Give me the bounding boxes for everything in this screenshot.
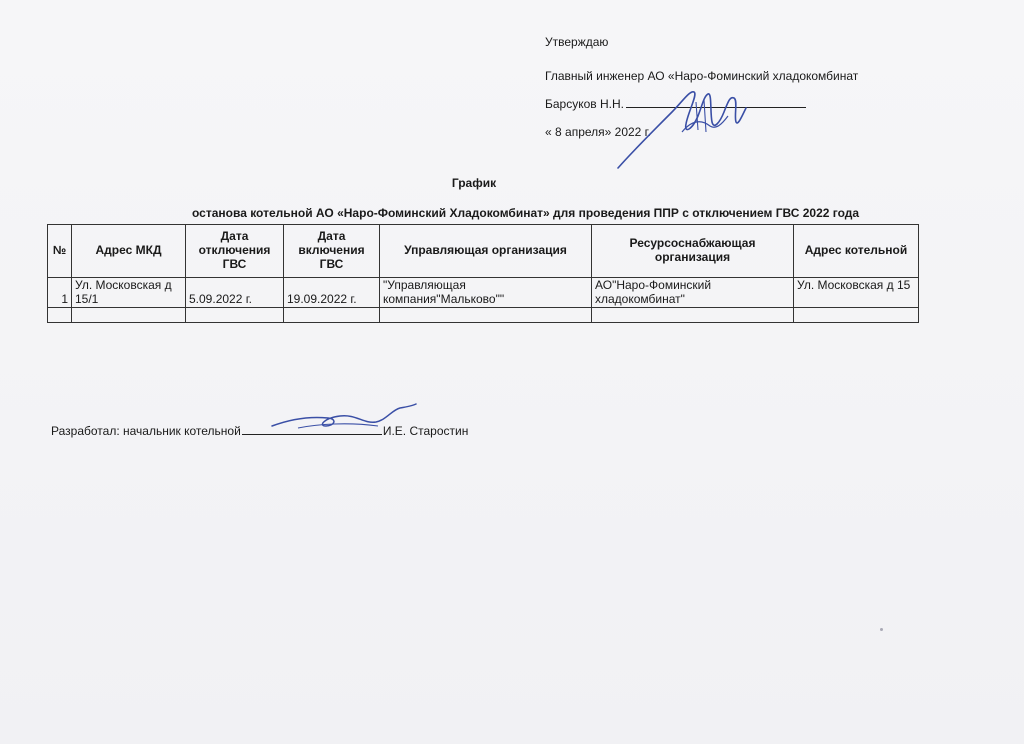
header-address: Адрес МКД [72,225,186,278]
document-subtitle: останова котельной АО «Наро-Фоминский Хладокомбинат» для проведения ППР с отключением ГВС 2022 года [192,206,860,220]
paper-speck [880,628,883,631]
developer-signature [268,402,418,442]
schedule-table [47,224,919,323]
approval-date: « 8 апреля» 2022 г. [545,125,651,139]
row-address: Ул. Московская д 15/1 [72,278,186,308]
header-off-date: Дата отключения ГВС [186,225,284,278]
approve-word: Утверждаю [545,35,609,49]
header-supplier: Ресурсоснабжающая организация [592,225,794,278]
header-boiler-address: Адрес котельной [794,225,919,278]
table-header-row [48,225,919,278]
developer-position: Разработал: начальник котельной [51,424,241,438]
developer-name: И.Е. Старостин [382,424,469,438]
approver-position: Главный инженер АО «Наро-Фоминский хладокомбинат [545,69,859,83]
row-management: "Управляющая компания"Мальково"" [380,278,592,308]
row-boiler-address: Ул. Московская д 15 [794,278,919,308]
row-supplier: АО"Наро-Фоминский хладокомбинат" [592,278,794,308]
row-number: 1 [48,278,72,308]
row-on-date: 19.09.2022 г. [284,278,380,308]
header-management: Управляющая организация [380,225,592,278]
table-empty-row [48,307,919,322]
table-row [48,278,919,308]
approver-name: Барсуков Н.Н. [545,97,624,111]
header-number: № [48,225,72,278]
row-off-date: 5.09.2022 г. [186,278,284,308]
document-heading: График [451,176,497,190]
approver-signature [612,72,752,172]
header-on-date: Дата включения ГВС [284,225,380,278]
